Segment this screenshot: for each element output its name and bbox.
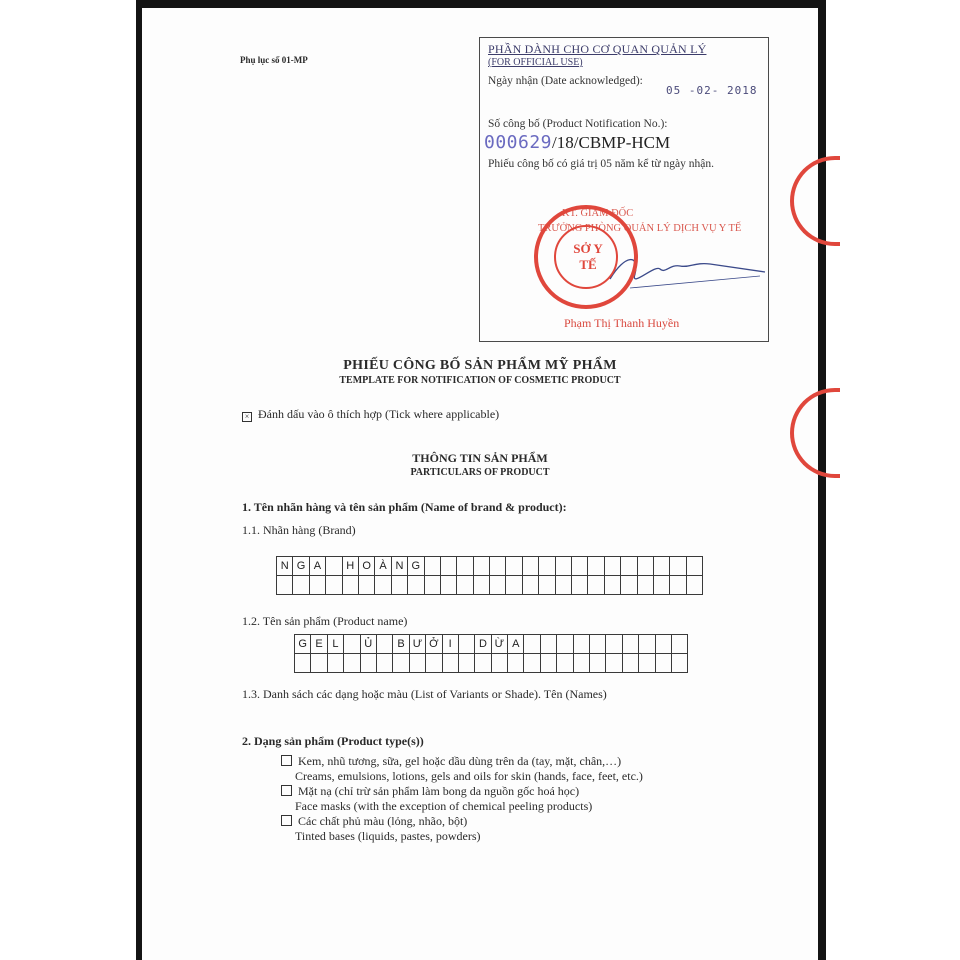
grid-cell [588, 576, 604, 595]
grid-cell [440, 576, 456, 595]
grid-cell [588, 557, 604, 576]
grid-cell: Ừ [491, 635, 507, 654]
type-label-vi: Mặt nạ (chỉ trừ sản phẩm làm bong da nguồn gốc hoá học) [298, 784, 580, 798]
title-en: TEMPLATE FOR NOTIFICATION OF COSMETIC PRODUCT [339, 375, 621, 386]
grid-cell [540, 635, 556, 654]
number-suffix: /18/CBMP-HCM [552, 133, 671, 152]
q13-label: 1.3. Danh sách các dạng hoặc màu (List of Variants or Shade). Tên (Names) [242, 687, 607, 701]
grid-cell [458, 654, 474, 673]
grid-cell [557, 635, 573, 654]
grid-cell: B [393, 635, 409, 654]
number-label: Số công bố (Product Notification No.): [488, 118, 668, 130]
date-label: Ngày nhận (Date acknowledged): [488, 75, 643, 87]
grid-cell: G [295, 635, 311, 654]
grid-cell [555, 576, 571, 595]
grid-cell [326, 576, 342, 595]
grid-cell [606, 635, 622, 654]
product-notification-number [484, 132, 670, 153]
grid-cell: N [277, 557, 293, 576]
validity-note: Phiếu công bố có giá trị 05 năm kể từ ngày nhận. [488, 158, 714, 170]
q2-heading: 2. Dạng sản phẩm (Product type(s)) [242, 734, 424, 748]
grid-cell [491, 654, 507, 673]
grid-cell [655, 635, 671, 654]
grid-cell [557, 654, 573, 673]
grid-cell: H [342, 557, 358, 576]
grid-cell: G [293, 557, 309, 576]
grid-cell [508, 654, 524, 673]
grid-cell [622, 635, 638, 654]
grid-cell [342, 576, 358, 595]
grid-cell [604, 557, 620, 576]
grid-cell [277, 576, 293, 595]
grid-cell [376, 635, 392, 654]
grid-cell [457, 576, 473, 595]
date-value: 05 -02- 2018 [666, 84, 758, 97]
signer-title-2: TRƯỞNG PHÒNG QUẢN LÝ DỊCH VỤ Y TẾ [538, 223, 742, 234]
official-header-en: (FOR OFFICIAL USE) [488, 57, 583, 68]
grid-cell: A [309, 557, 325, 576]
product-type-option[interactable] [281, 784, 643, 814]
grid-cell [490, 557, 506, 576]
product-type-list [281, 754, 643, 844]
grid-cell [540, 654, 556, 673]
grid-cell [424, 557, 440, 576]
grid-cell [639, 654, 655, 673]
grid-cell: Ở [426, 635, 442, 654]
type-label-en: Creams, emulsions, lotions, gels and oils for skin (hands, face, feet, etc.) [295, 769, 643, 783]
grid-cell: O [358, 557, 374, 576]
grid-cell [358, 576, 374, 595]
grid-cell [473, 576, 489, 595]
grid-cell [424, 576, 440, 595]
grid-cell [671, 654, 687, 673]
q1-heading: 1. Tên nhãn hàng và tên sản phẩm (Name of brand & product): [242, 500, 567, 514]
q11-label: 1.1. Nhãn hàng (Brand) [242, 523, 356, 537]
grid-cell [506, 557, 522, 576]
grid-cell [653, 557, 669, 576]
type-label-vi: Các chất phủ màu (lỏng, nhão, bột) [298, 814, 468, 828]
signer-title-1: KT. GIÁM ĐỐC [562, 208, 634, 219]
grid-cell [686, 557, 702, 576]
official-use-box [479, 37, 769, 342]
grid-cell: I [442, 635, 458, 654]
scan-border-top [136, 0, 826, 8]
brand-grid [276, 556, 703, 595]
grid-cell [506, 576, 522, 595]
grid-cell [639, 635, 655, 654]
checkbox-icon[interactable] [281, 815, 292, 826]
official-seal-icon [534, 205, 638, 309]
grid-cell [293, 576, 309, 595]
grid-cell [490, 576, 506, 595]
grid-cell [376, 654, 392, 673]
type-label-en: Tinted bases (liquids, pastes, powders) [295, 829, 481, 843]
grid-cell [670, 557, 686, 576]
grid-cell [393, 654, 409, 673]
grid-cell [606, 654, 622, 673]
section-title-en: PARTICULARS OF PRODUCT [410, 467, 550, 478]
grid-cell: E [311, 635, 327, 654]
checkbox-icon[interactable] [281, 755, 292, 766]
official-header-vi: PHẦN DÀNH CHO CƠ QUAN QUẢN LÝ [488, 42, 707, 56]
grid-cell [458, 635, 474, 654]
grid-cell [539, 557, 555, 576]
grid-cell [522, 557, 538, 576]
grid-cell: À [375, 557, 391, 576]
grid-cell [637, 576, 653, 595]
grid-cell [572, 557, 588, 576]
product-name-grid [294, 634, 688, 673]
grid-cell [326, 557, 342, 576]
title-vi: PHIẾU CÔNG BỐ SẢN PHẨM MỸ PHẨM [343, 358, 617, 373]
grid-cell [426, 654, 442, 673]
grid-cell: D [475, 635, 491, 654]
grid-cell [375, 576, 391, 595]
grid-cell: N [391, 557, 407, 576]
grid-cell: A [508, 635, 524, 654]
grid-cell [670, 576, 686, 595]
scan-margin [0, 0, 140, 960]
grid-cell [309, 576, 325, 595]
grid-cell [391, 576, 407, 595]
number-value: 000629 [484, 132, 553, 153]
grid-cell [311, 654, 327, 673]
type-label-en: Face masks (with the exception of chemical peeling products) [295, 799, 593, 813]
grid-cell [621, 557, 637, 576]
grid-cell [475, 654, 491, 673]
grid-cell: Ư [409, 635, 425, 654]
grid-cell [637, 557, 653, 576]
grid-cell [409, 654, 425, 673]
section-title-vi: THÔNG TIN SẢN PHẨM [412, 451, 548, 465]
grid-cell [590, 654, 606, 673]
grid-cell [524, 654, 540, 673]
grid-cell [653, 576, 669, 595]
scan-border-left [136, 0, 142, 960]
grid-cell [344, 654, 360, 673]
annex-label: Phụ lục số 01-MP [240, 55, 308, 65]
grid-cell [295, 654, 311, 673]
grid-cell [573, 654, 589, 673]
q12-label: 1.2. Tên sản phẩm (Product name) [242, 614, 408, 628]
grid-cell [621, 576, 637, 595]
grid-cell [522, 576, 538, 595]
grid-cell [572, 576, 588, 595]
grid-cell [360, 654, 376, 673]
grid-cell [524, 635, 540, 654]
grid-cell [671, 635, 687, 654]
grid-cell [573, 635, 589, 654]
grid-cell: Ủ [360, 635, 376, 654]
grid-cell [457, 557, 473, 576]
grid-cell [473, 557, 489, 576]
grid-cell [655, 654, 671, 673]
grid-cell [686, 576, 702, 595]
grid-cell: G [408, 557, 424, 576]
grid-cell [590, 635, 606, 654]
scan-border-right [818, 0, 826, 960]
grid-cell [442, 654, 458, 673]
seal-text: SỞ Y TẾ [573, 241, 603, 272]
type-label-vi: Kem, nhũ tương, sữa, gel hoặc dầu dùng trên da (tay, mặt, chân,…) [298, 754, 622, 768]
grid-cell [440, 557, 456, 576]
checked-box-icon: × [242, 412, 252, 422]
product-type-option[interactable] [281, 814, 643, 844]
grid-cell [622, 654, 638, 673]
grid-cell [539, 576, 555, 595]
checkbox-icon[interactable] [281, 785, 292, 796]
grid-cell [555, 557, 571, 576]
tick-note: × Đánh dấu vào ô thích hợp (Tick where applicable) [242, 407, 499, 422]
grid-cell [327, 654, 343, 673]
grid-cell [408, 576, 424, 595]
grid-cell [604, 576, 620, 595]
grid-cell: L [327, 635, 343, 654]
grid-cell [344, 635, 360, 654]
signer-name: Phạm Thị Thanh Huyền [564, 316, 680, 330]
product-type-option[interactable] [281, 754, 643, 784]
